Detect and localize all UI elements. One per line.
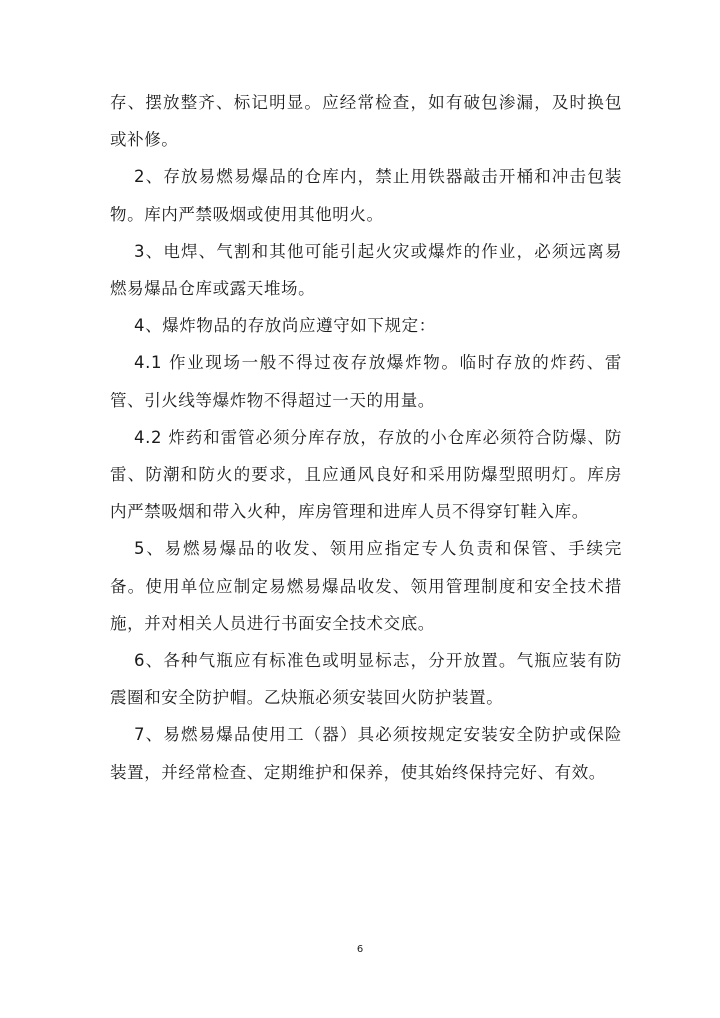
paragraph-item-2: 2、存放易燃易爆品的仓库内，禁止用铁器敲击开桶和冲击包装物。库内严禁吸烟或使用其他明火。 (110, 167, 622, 224)
document-body (110, 84, 622, 791)
paragraph-item-4: 4、爆炸物品的存放尚应遵守如下规定： (134, 316, 436, 336)
paragraph-item-4-2: 4.2 炸药和雷管必须分库存放，存放的小仓库必须符合防爆、防雷、防潮和防火的要求，且应通风良好和采用防爆型照明灯。库房内严禁吸烟和带入火种，库房管理和进库人员不得穿钉鞋入库。 (110, 427, 622, 522)
paragraph-continuation: 存、摆放整齐、标记明显。应经常检查，如有破包渗漏，及时换包或补修。 (110, 93, 622, 150)
paragraph-item-3: 3、电焊、气割和其他可能引起火灾或爆炸的作业，必须远离易燃易爆品仓库或露天堆场。 (110, 241, 622, 299)
paragraph-item-7: 7、易燃易爆品使用工（器）具必须按规定安装安全防护或保险装置，并经常检查、定期维护和保养，使其始终保持完好、有效。 (110, 725, 622, 782)
paragraph-item-6: 6、各种气瓶应有标准色或明显标志，分开放置。气瓶应装有防震圈和安全防护帽。乙炔瓶必须安装回火防护装置。 (110, 651, 622, 708)
paragraph-item-5: 5、易燃易爆品的收发、领用应指定专人负责和保管、手续完备。使用单位应制定易燃易爆品收发、领用管理制度和安全技术措施，并对相关人员进行书面安全技术交底。 (110, 539, 622, 633)
page-number: 6 (356, 944, 364, 955)
paragraph-item-4-1: 4.1 作业现场一般不得过夜存放爆炸物。临时存放的炸药、雷管、引火线等爆炸物不得超过一天的用量。 (110, 353, 622, 410)
